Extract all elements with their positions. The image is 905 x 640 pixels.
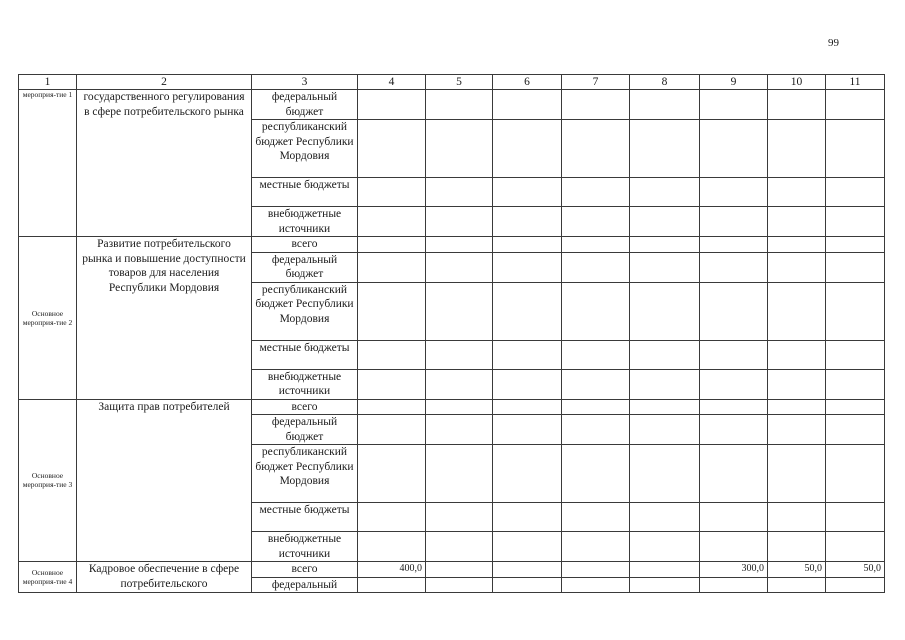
- source-label: внебюджетные источники: [252, 207, 358, 237]
- header-cell: 5: [426, 75, 493, 90]
- activity-name: Развитие потребительского рынка и повышение доступности товаров для населения Республики Мордовия: [77, 237, 252, 400]
- table-row: [19, 90, 885, 120]
- activity-label: Основное мероприя-тие 3: [19, 399, 77, 562]
- source-label: федеральный: [252, 577, 358, 593]
- value-cell: 50,0: [826, 562, 885, 578]
- source-label: федеральный бюджет: [252, 90, 358, 120]
- activity-label: Основное мероприя-тие 2: [19, 237, 77, 400]
- activity-name: Защита прав потребителей: [77, 399, 252, 562]
- budget-table: [18, 74, 885, 593]
- page-number: 99: [828, 37, 839, 49]
- activity-name: государственного регулирования в сфере потребительского рынка: [77, 90, 252, 237]
- source-label: всего: [252, 562, 358, 578]
- source-label: местные бюджеты: [252, 178, 358, 207]
- header-cell: 4: [358, 75, 426, 90]
- header-cell: 9: [700, 75, 768, 90]
- source-label: внебюджетные источники: [252, 532, 358, 562]
- source-label: республиканский бюджет Республики Мордовия: [252, 120, 358, 178]
- source-label: всего: [252, 399, 358, 415]
- header-cell: 7: [562, 75, 630, 90]
- source-label: местные бюджеты: [252, 503, 358, 532]
- activity-name: Кадровое обеспечение в сфере потребительского: [77, 562, 252, 593]
- table-row: [19, 399, 885, 415]
- source-label: федеральный бюджет: [252, 415, 358, 445]
- activity-label: Основное мероприя-тие 4: [19, 562, 77, 593]
- table-row: [19, 237, 885, 253]
- value-cell: 50,0: [768, 562, 826, 578]
- source-label: всего: [252, 237, 358, 253]
- header-cell: 1: [19, 75, 77, 90]
- source-label: федеральный бюджет: [252, 252, 358, 282]
- header-cell: 10: [768, 75, 826, 90]
- value-cell: 300,0: [700, 562, 768, 578]
- source-label: республиканский бюджет Республики Мордовия: [252, 445, 358, 503]
- value-cell: 400,0: [358, 562, 426, 578]
- header-cell: 2: [77, 75, 252, 90]
- header-cell: 8: [630, 75, 700, 90]
- activity-label: мероприя-тие 1: [19, 90, 77, 237]
- header-row: [19, 75, 885, 90]
- source-label: местные бюджеты: [252, 340, 358, 369]
- source-label: внебюджетные источники: [252, 369, 358, 399]
- table-row: [19, 562, 885, 578]
- header-cell: 11: [826, 75, 885, 90]
- header-cell: 3: [252, 75, 358, 90]
- header-cell: 6: [493, 75, 562, 90]
- source-label: республиканский бюджет Республики Мордовия: [252, 282, 358, 340]
